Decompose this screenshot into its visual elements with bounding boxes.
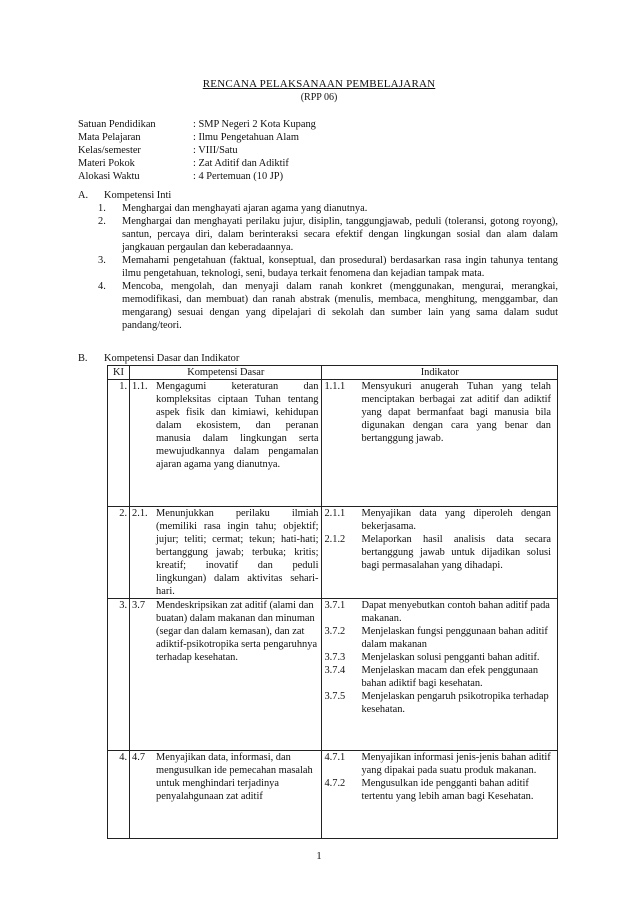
meta-label: Alokasi Waktu [78,171,140,182]
item-number: 1. [98,203,106,214]
indikator-text: Mengusulkan ide pengganti bahan aditif tertentu yang lebih aman bagi Kesehatan. [361,778,534,802]
indikator-entry [322,533,557,572]
ki-list [78,202,558,332]
indikator-entry [322,507,557,533]
document-title: RENCANA PELAKSANAAN PEMBELAJARAN [202,78,436,90]
list-item [78,280,558,332]
list-item [78,202,558,215]
column-header-ki: KI [108,366,130,380]
meta-value: : Zat Aditif dan Adiktif [193,158,289,169]
item-number: 2. [98,216,106,227]
kd-entry [130,751,321,803]
ki-cell: 2. [108,507,130,599]
meta-row [78,144,316,157]
column-header-kd: Kompetensi Dasar [130,366,322,380]
indikator-cell [322,507,558,599]
indikator-text: Menyajikan informasi jenis-jenis bahan aditif yang dipakai pada suatu produk makanan. [361,752,551,776]
indikator-text: Menjelaskan solusi pengganti bahan aditif. [361,652,540,663]
indikator-entry [322,625,557,651]
competency-table [107,365,558,839]
indikator-cell [322,599,558,751]
item-number: 4. [98,281,106,292]
kd-entry [130,380,321,471]
kd-cell [130,599,322,751]
kd-text: Menyajikan data, informasi, dan mengusulkan ide pemecahan masalah untuk menghindari terjadinya penyalahgunaan zat aditif [156,752,313,802]
kd-cell [130,507,322,599]
indikator-cell [322,380,558,507]
meta-row [78,118,316,131]
section-heading: A. Kompetensi Inti [78,190,172,201]
list-item [78,215,558,254]
indikator-number: 3.7.5 [324,691,346,702]
indikator-text: Menjelaskan fungsi penggunaan bahan aditif dalam makanan [361,626,548,650]
meta-row [78,170,316,183]
kd-entry [130,507,321,598]
meta-value: : VIII/Satu [193,145,238,156]
meta-row [78,131,316,144]
indikator-entry [322,599,557,625]
meta-value: : SMP Negeri 2 Kota Kupang [193,119,316,130]
indikator-number: 3.7.1 [324,600,346,611]
indikator-number: 4.7.2 [324,778,346,789]
document-subtitle: (RPP 06) [300,92,338,103]
section-heading: B. Kompetensi Dasar dan Indikator [78,353,240,364]
indikator-number: 1.1.1 [324,381,346,392]
table-row [108,751,558,839]
item-text: Menghargai dan menghayati ajaran agama yang dianutnya. [122,203,368,214]
kd-number: 4.7 [132,752,146,763]
list-item [78,254,558,280]
item-text: Mencoba, mengolah, dan menyaji dalam ranah konkret (menggunakan, mengurai, merangkai, memodifikasi, dan membuat) dan ranah abstrak (menulis, membaca, menghitung, menggambar, dan mengarang) sesuai dengan yang dipelajari di sekolah dan sumber lain yang sama dalam sudut pandang/teori. [122,281,558,331]
indikator-number: 3.7.4 [324,665,346,676]
indikator-entry [322,651,557,664]
indikator-entry [322,690,557,716]
indikator-entry [322,777,557,803]
table-header-row [108,366,558,380]
meta-label: Kelas/semester [78,145,141,156]
table-row [108,599,558,751]
section-kompetensi-inti [78,189,558,332]
kd-cell [130,751,322,839]
kd-text: Mendeskripsikan zat aditif (alami dan buatan) dalam makanan dan minuman (segar dan dalam kemasan), dan zat adiktif-psikotropika serta pengaruhnya terhadap kesehatan. [156,600,318,663]
indikator-text: Dapat menyebutkan contoh bahan aditif pada makanan. [361,600,550,624]
indikator-number: 2.1.2 [324,534,346,545]
kd-entry [130,599,321,664]
indikator-entry [322,380,557,445]
kd-text: Mengagumi keteraturan dan kompleksitas ciptaan Tuhan tentang aspek fisik dan kimiawi, kehidupan dalam ekosistem, dan peranan manusia dalam lingkungan serta mewujudkannya dalam pengamalan ajaran agama yang dianutnya. [156,381,319,470]
indikator-number: 2.1.1 [324,508,346,519]
column-header-indikator: Indikator [322,366,558,380]
meta-label: Materi Pokok [78,158,135,169]
meta-value: : Ilmu Pengetahuan Alam [193,132,299,143]
indikator-number: 3.7.3 [324,652,346,663]
kd-number: 3.7 [132,600,146,611]
indikator-number: 4.7.1 [324,752,346,763]
item-text: Memahami pengetahuan (faktual, konseptual, dan prosedural) berdasarkan rasa ingin tahunya tentang ilmu pengetahuan, teknologi, seni, budaya terkait fenomena dan kejadian tampak mata. [122,255,558,279]
ki-cell: 1. [108,380,130,507]
kd-number: 2.1. [132,508,148,519]
kd-number: 1.1. [132,381,148,392]
page-number: 1 [316,850,322,862]
indikator-text: Mensyukuri anugerah Tuhan yang telah menciptakan berbagai zat aditif dan adiktif yang dapat bermanfaat bagi manusia bila digunakan dengan cara yang benar dan bertanggung jawab. [361,381,551,444]
meta-value: : 4 Pertemuan (10 JP) [193,171,284,182]
indikator-text: Melaporkan hasil analisis data secara bertanggung jawab untuk dijadikan solusi bagi permasalahan yang dihadapi. [361,534,551,571]
indikator-text: Menjelaskan macam dan efek penggunaan bahan adiktif bagi kesehatan. [361,665,539,689]
ki-cell: 3. [108,599,130,751]
indikator-number: 3.7.2 [324,626,346,637]
ki-cell: 4. [108,751,130,839]
meta-label: Satuan Pendidikan [78,119,156,130]
table-row [108,380,558,507]
identity-block [78,118,316,183]
kd-text: Menunjukkan perilaku ilmiah (memiliki rasa ingin tahu; objektif; jujur; teliti; cermat; tekun; hati-hati; bertanggung jawab; terbuka; kritis; kreatif; inovatif dan peduli lingkungan) dalam aktivitas sehari-hari. [156,508,319,597]
meta-label: Mata Pelajaran [78,132,141,143]
item-text: Menghargai dan menghayati perilaku jujur, disiplin, tanggungjawab, peduli (toleransi, gotong royong), santun, percaya diri, dalam berinteraksi secara efektif dengan lingkungan sosial dan alam dalam jangkauan pergaulan dan keberadaannya. [122,216,558,253]
meta-row [78,157,316,170]
item-number: 3. [98,255,106,266]
indikator-entry [322,751,557,777]
indikator-text: Menyajikan data yang diperoleh dengan bekerjasama. [361,508,551,532]
indikator-cell [322,751,558,839]
table-row [108,507,558,599]
indikator-text: Menjelaskan pengaruh psikotropika terhadap kesehatan. [361,691,549,715]
kd-cell [130,380,322,507]
indikator-entry [322,664,557,690]
